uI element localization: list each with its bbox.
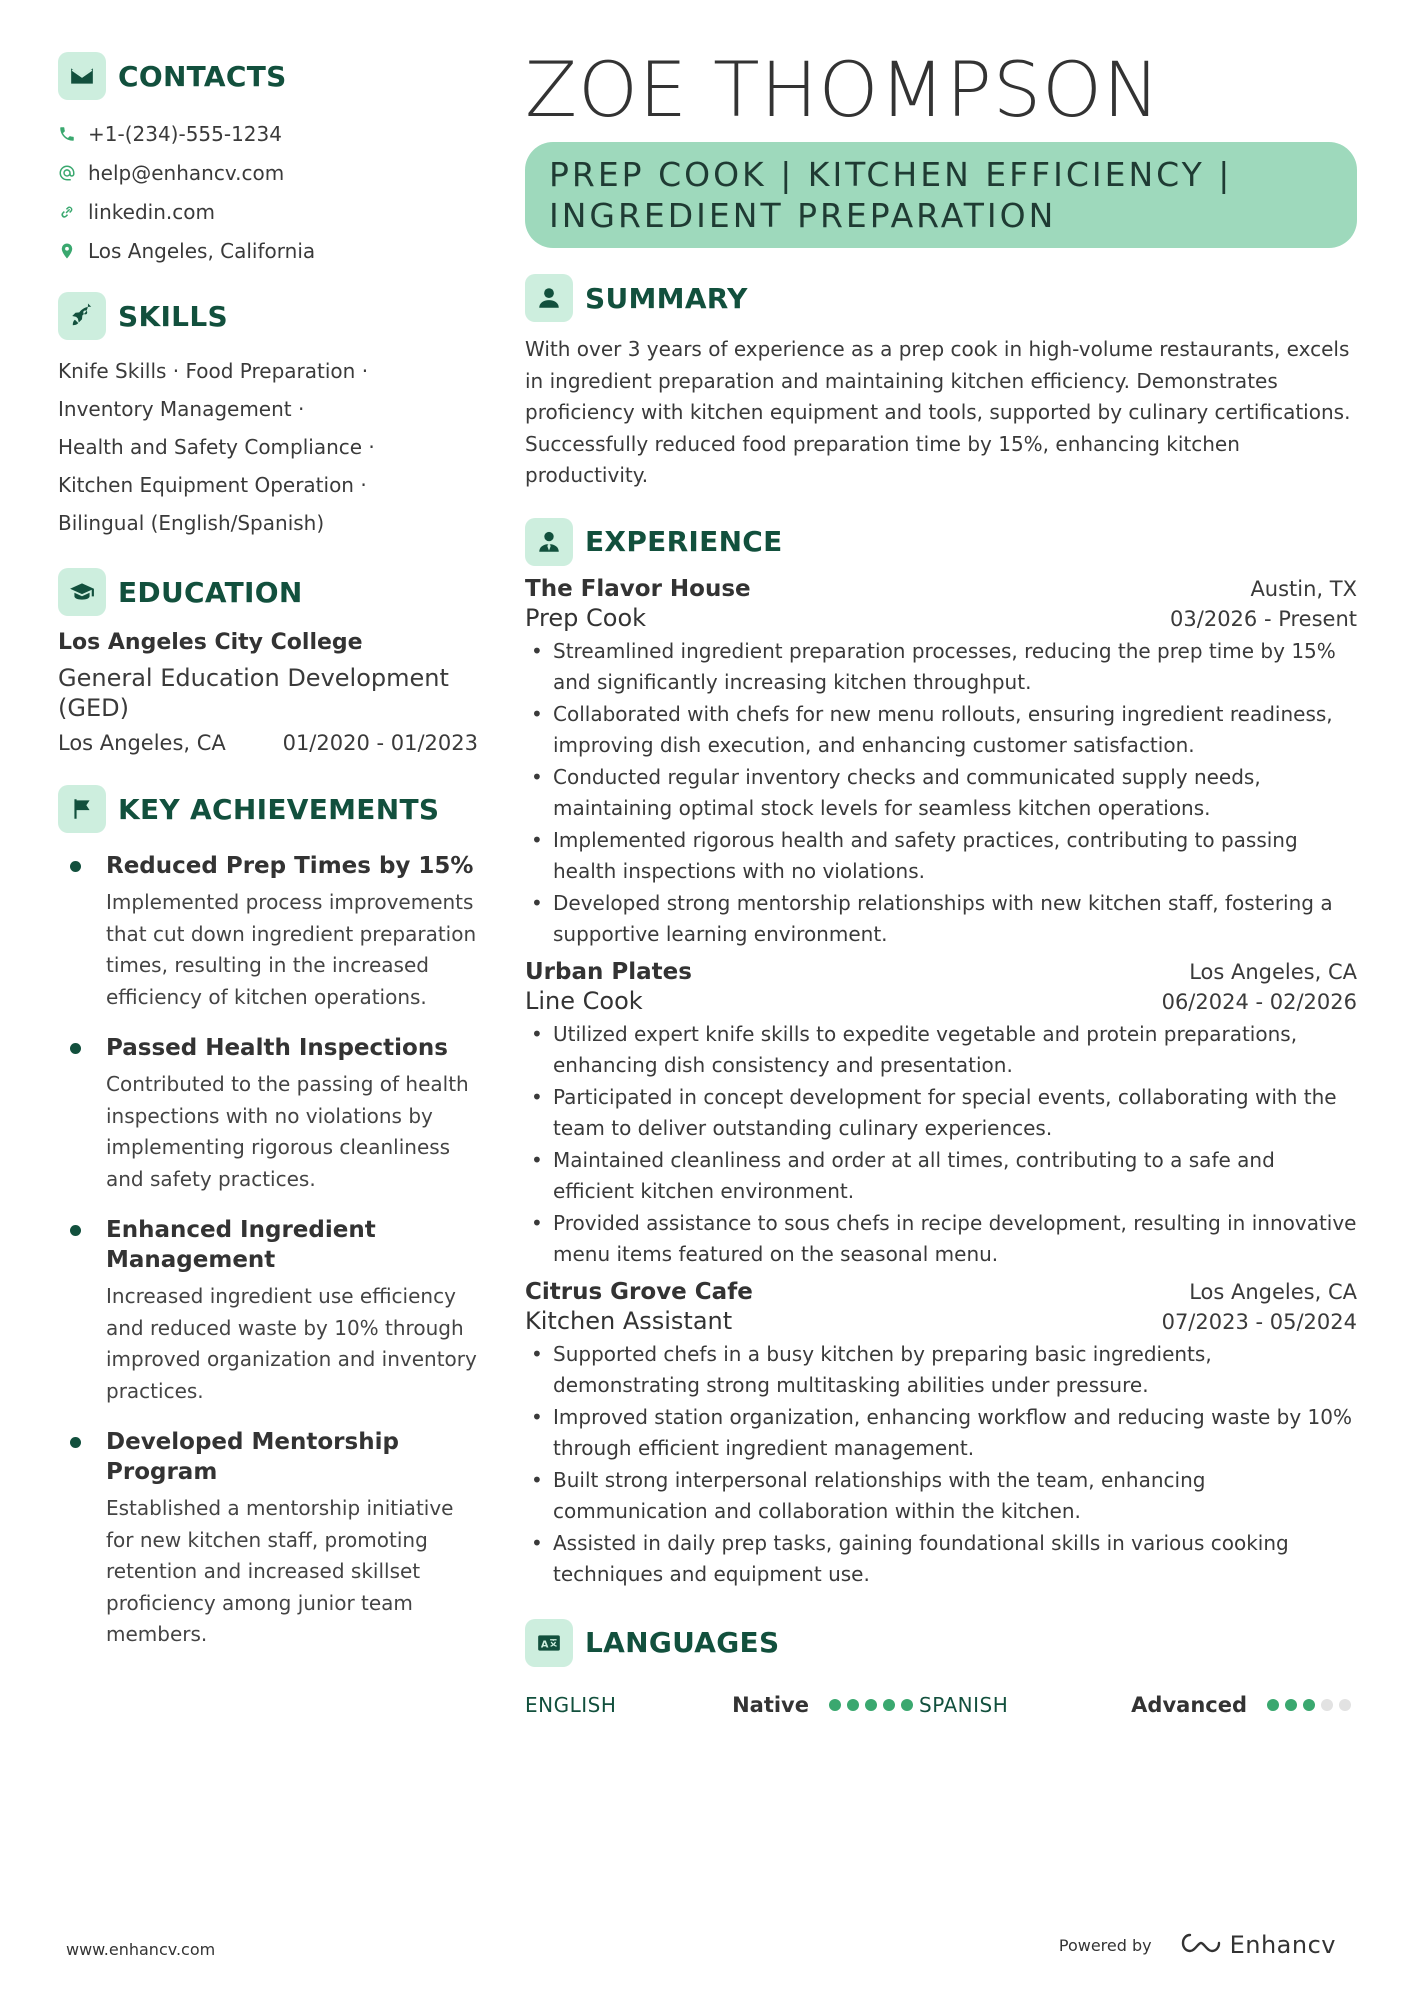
rating-dot <box>829 1699 841 1711</box>
language-name: SPANISH <box>919 1692 1009 1717</box>
language-item <box>919 1693 1357 1717</box>
job-company: Citrus Grove Cafe <box>525 1278 753 1305</box>
contact-phone[interactable] <box>58 114 478 153</box>
languages-title: LANGUAGES <box>585 1626 780 1659</box>
job-header <box>525 1279 1357 1305</box>
job-location: Los Angeles, CA <box>1189 959 1357 984</box>
email-text: help@enhancv.com <box>88 160 285 185</box>
achievement-item <box>58 1427 478 1651</box>
job-bullet: • Improved station organization, enhancing workflow and reducing waste by 10% through efficient ingredient management. <box>525 1402 1357 1465</box>
location-pin-icon <box>58 242 76 260</box>
skill-line: Knife Skills · Food Preparation · <box>58 359 369 383</box>
achievement-desc: Contributed to the passing of health inspections with no violations by implementing rigorous cleanliness and safety practices. <box>106 1072 469 1191</box>
job-bullet: • Implemented rigorous health and safety practices, contributing to passing health inspections with no violations. <box>525 825 1357 888</box>
footer-website[interactable]: www.enhancv.com <box>66 1940 216 1959</box>
graduation-cap-icon <box>58 568 106 616</box>
achievements-title: KEY ACHIEVEMENTS <box>118 792 440 826</box>
job-location: Austin, TX <box>1250 576 1357 601</box>
summary-title: SUMMARY <box>585 281 748 315</box>
job-dates: 07/2023 - 05/2024 <box>1161 1309 1357 1334</box>
achievements-header <box>58 785 478 833</box>
rating-dot <box>1285 1699 1297 1711</box>
job-bullets <box>525 1019 1357 1271</box>
contacts-title: CONTACTS <box>118 59 287 93</box>
briefcase-user-icon <box>525 518 573 566</box>
education-location: Los Angeles, CA <box>58 731 226 755</box>
at-icon <box>58 164 76 182</box>
contacts-header <box>58 52 478 100</box>
job-entry <box>525 576 1357 951</box>
skills-title: SKILLS <box>118 299 228 333</box>
rating-dot <box>883 1699 895 1711</box>
headline-line: PREP COOK | KITCHEN EFFICIENCY | <box>549 155 1233 194</box>
footer-brand <box>1059 1930 1336 1960</box>
left-column <box>58 52 478 1671</box>
rating-dot <box>847 1699 859 1711</box>
location-text: Los Angeles, California <box>88 238 316 263</box>
rating-dot <box>1267 1699 1279 1711</box>
achievement-item <box>58 851 478 1013</box>
job-bullets <box>525 636 1357 951</box>
job-subheader <box>525 987 1357 1015</box>
skills-list <box>58 352 478 542</box>
language-level: Advanced <box>1131 1692 1247 1717</box>
achievement-title: Developed Mentorship Program <box>106 1429 399 1485</box>
job-bullets <box>525 1339 1357 1591</box>
job-subheader <box>525 1307 1357 1335</box>
job-bullet: • Participated in concept development for special events, collaborating with the team to deliver outstanding culinary experiences. <box>525 1082 1357 1145</box>
achievement-title: Reduced Prep Times by 15% <box>106 853 474 879</box>
powered-by-text: Powered by <box>1058 1935 1152 1955</box>
language-rating <box>1267 1699 1357 1711</box>
education-degree: General Education Development (GED) <box>58 664 449 722</box>
svg-text:A: A <box>540 1638 549 1650</box>
phone-icon <box>58 125 76 143</box>
job-bullet: • Utilized expert knife skills to expedite vegetable and protein preparations, enhancing dish consistency and presentation. <box>525 1019 1357 1082</box>
education-school: Los Angeles City College <box>58 630 363 655</box>
education-title: EDUCATION <box>118 575 303 609</box>
rating-dot <box>865 1699 877 1711</box>
contact-list <box>58 114 478 270</box>
languages-header <box>525 1619 1357 1667</box>
job-bullet: • Maintained cleanliness and order at all times, contributing to a safe and efficient kitchen environment. <box>525 1145 1357 1208</box>
achievements-list <box>58 851 478 1651</box>
link-icon <box>58 203 76 221</box>
linkedin-text: linkedin.com <box>88 199 215 224</box>
job-bullet: • Built strong interpersonal relationships with the team, enhancing communication and collaboration within the kitchen. <box>525 1465 1357 1528</box>
job-header <box>525 576 1357 602</box>
contact-email[interactable] <box>58 153 478 192</box>
job-bullet: • Collaborated with chefs for new menu rollouts, ensuring ingredient readiness, improving dish execution, and enhancing customer satisfaction. <box>525 699 1357 762</box>
achievement-item <box>58 1033 478 1195</box>
achievement-desc: Implemented process improvements that cut down ingredient preparation times, resulting in the increased efficiency of kitchen operations. <box>106 890 477 1009</box>
envelope-icon <box>58 52 106 100</box>
bullet-dot <box>70 1225 81 1236</box>
experience-header <box>525 518 1357 566</box>
achievement-desc: Established a mentorship initiative for new kitchen staff, promoting retention and increased skillset proficiency among junior team members. <box>106 1496 454 1646</box>
contact-location <box>58 231 478 270</box>
rating-dot <box>901 1699 913 1711</box>
language-rating <box>829 1699 919 1711</box>
job-role: Kitchen Assistant <box>525 1306 733 1335</box>
achievement-desc: Increased ingredient use efficiency and reduced waste by 10% through improved organization and inventory practices. <box>106 1284 477 1403</box>
bullet-dot <box>70 861 81 872</box>
contact-linkedin[interactable] <box>58 192 478 231</box>
job-bullet: • Developed strong mentorship relationships with new kitchen staff, fostering a supportive learning environment. <box>525 888 1357 951</box>
brand-name: Enhancv <box>1229 1931 1336 1959</box>
job-dates: 03/2026 - Present <box>1170 606 1357 631</box>
bullet-dot <box>70 1043 81 1054</box>
job-company: The Flavor House <box>525 575 751 602</box>
skills-header <box>58 292 478 340</box>
job-location: Los Angeles, CA <box>1189 1279 1357 1304</box>
job-dates: 06/2024 - 02/2026 <box>1161 989 1357 1014</box>
job-company: Urban Plates <box>525 958 692 985</box>
job-bullet: • Supported chefs in a busy kitchen by preparing basic ingredients, demonstrating strong multitasking abilities under pressure. <box>525 1339 1357 1402</box>
job-subheader <box>525 604 1357 632</box>
job-entry <box>525 959 1357 1271</box>
flag-icon <box>58 785 106 833</box>
job-bullet: • Provided assistance to sous chefs in recipe development, resulting in innovative menu items featured on the seasonal menu. <box>525 1208 1357 1271</box>
achievement-title: Enhanced Ingredient Management <box>106 1217 376 1273</box>
education-header <box>58 568 478 616</box>
language-name: ENGLISH <box>525 1692 617 1717</box>
user-icon <box>525 274 573 322</box>
candidate-name: ZOE THOMPSON <box>525 45 1161 134</box>
bullet-dot <box>70 1437 81 1448</box>
summary-text: With over 3 years of experience as a prep cook in high-volume restaurants, excels in ingredient preparation and maintaining kitchen efficiency. Demonstrates proficiency with kitchen equipment and tools, supported by culinary certifications. Successfully reduced food preparation time by 15%, enhancing kitchen productivity. <box>525 337 1351 487</box>
enhancv-logo-icon <box>1178 1930 1224 1960</box>
headline-line: INGREDIENT PREPARATION <box>549 196 1057 235</box>
translate-icon <box>525 1619 573 1667</box>
education-meta <box>58 731 478 755</box>
job-bullet: • Assisted in daily prep tasks, gaining foundational skills in various cooking techniques and equipment use. <box>525 1528 1357 1591</box>
rating-dot <box>1339 1699 1351 1711</box>
achievement-title: Passed Health Inspections <box>106 1035 448 1061</box>
skill-line: Inventory Management · <box>58 397 305 421</box>
rating-dot <box>1303 1699 1315 1711</box>
summary-header <box>525 274 1357 322</box>
phone-text: +1-(234)-555-1234 <box>88 121 282 146</box>
achievement-item <box>58 1215 478 1407</box>
job-entry <box>525 1279 1357 1591</box>
right-column <box>525 45 1357 1717</box>
skill-line: Kitchen Equipment Operation · <box>58 473 367 497</box>
rating-dot <box>1321 1699 1333 1711</box>
language-item <box>525 1693 919 1717</box>
education-dates: 01/2020 - 01/2023 <box>282 731 478 755</box>
job-bullet: • Conducted regular inventory checks and communicated supply needs, maintaining optimal stock levels for seamless kitchen operations. <box>525 762 1357 825</box>
language-level: Native <box>732 1692 809 1717</box>
headline-box <box>525 142 1357 248</box>
job-role: Line Cook <box>525 986 643 1015</box>
skill-line: Health and Safety Compliance · <box>58 435 375 459</box>
rocket-icon <box>58 292 106 340</box>
languages-row <box>525 1693 1357 1717</box>
skill-line: Bilingual (English/Spanish) <box>58 511 325 535</box>
experience-title: EXPERIENCE <box>585 525 783 558</box>
job-bullet: • Streamlined ingredient preparation processes, reducing the prep time by 15% and significantly increasing kitchen throughput. <box>525 636 1357 699</box>
job-role: Prep Cook <box>525 603 647 632</box>
job-header <box>525 959 1357 985</box>
